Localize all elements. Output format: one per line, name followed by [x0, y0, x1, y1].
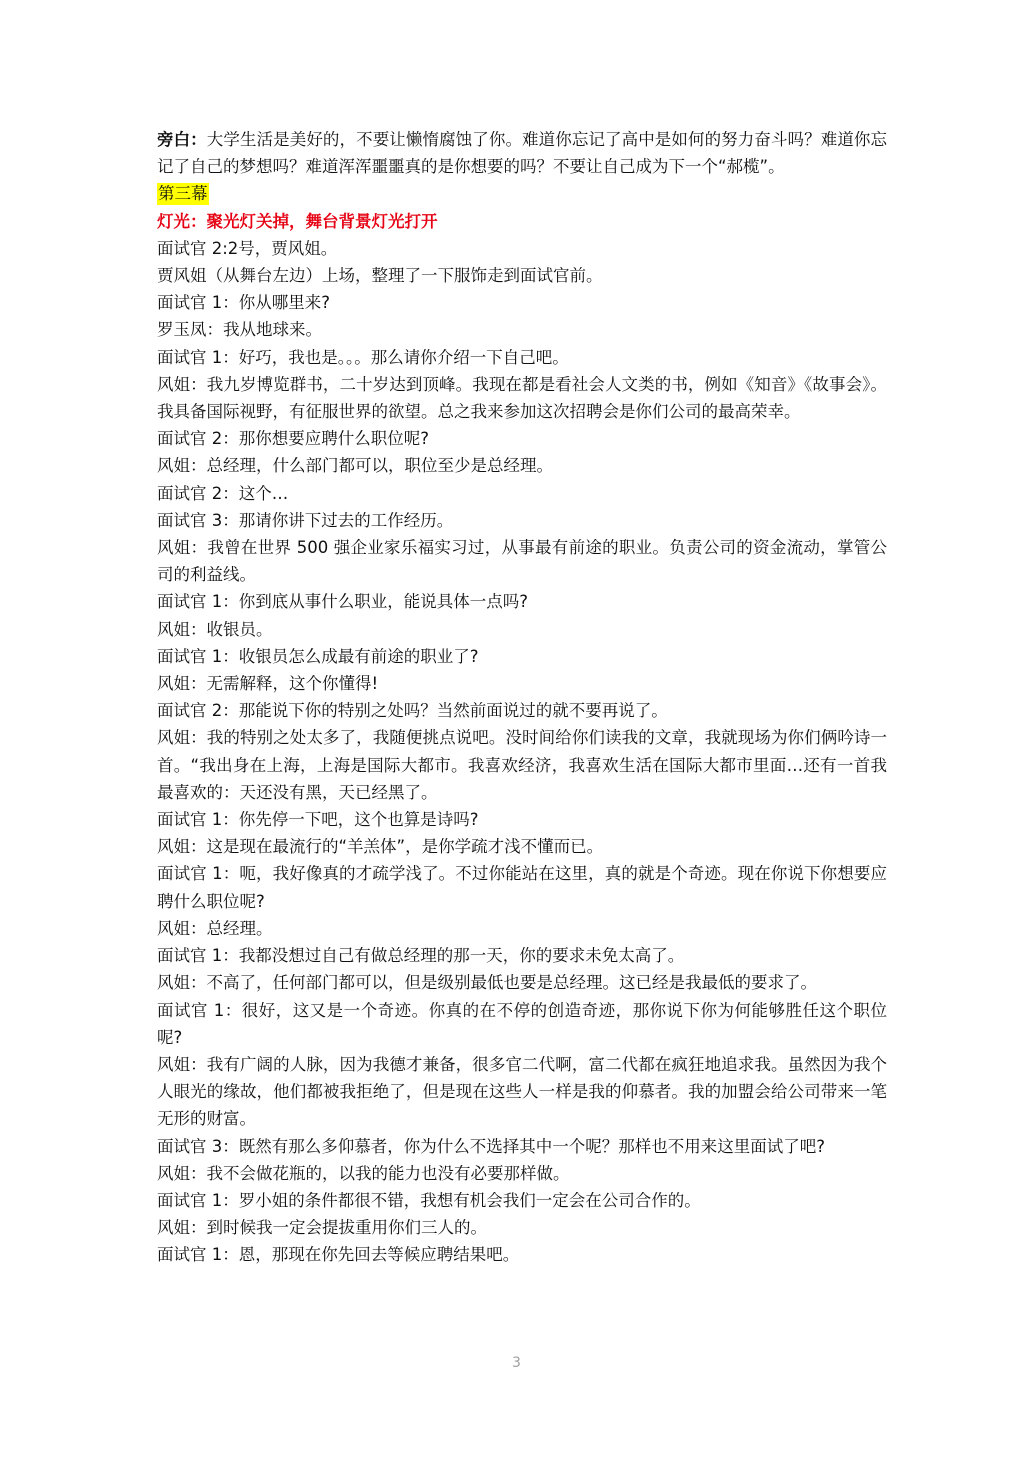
dialogue-line: 面试官 1：你到底从事什么职业，能说具体一点吗? — [157, 592, 529, 612]
narration-paragraph — [157, 126, 887, 180]
dialogue-line: 面试官 3：那请你讲下过去的工作经历。 — [157, 510, 454, 530]
dialogue-line: 面试官 1：好巧，我也是。。。那么请你介绍一下自己吧。 — [157, 347, 569, 367]
dialogue-line: 面试官 2：这个… — [157, 483, 289, 503]
dialogue-line: 贾风姐（从舞台左边）上场，整理了一下服饰走到面试官前。 — [157, 266, 603, 286]
dialogue-line: 面试官 1：呃，我好像真的才疏学浅了。不过你能站在这里，真的就是个奇迹。现在你说下你想要应聘什么职位呢? — [157, 864, 887, 911]
dialogue-line: 风姐：总经理，什么部门都可以，职位至少是总经理。 — [157, 456, 553, 476]
dialogue-line: 风姐：不高了，任何部门都可以，但是级别最低也要是总经理。这已经是我最低的要求了。 — [157, 973, 817, 993]
dialogue-line: 面试官 2：那你想要应聘什么职位呢? — [157, 429, 430, 449]
dialogue-line: 罗玉凤：我从地球来。 — [157, 320, 322, 340]
act-title: 第三幕 — [158, 184, 208, 204]
dialogue-lines — [157, 235, 887, 1269]
dialogue-line: 风姐：收银员。 — [157, 619, 273, 639]
dialogue-line: 面试官 2:2号，贾风姐。 — [157, 238, 338, 258]
dialogue-line: 面试官 2：那能说下你的特别之处吗？当然前面说过的就不要再说了。 — [157, 701, 668, 721]
narration-text: 大学生活是美好的，不要让懒惰腐蚀了你。难道你忘记了高中是如何的努力奋斗吗？难道你忘记了自己的梦想吗？难道浑浑噩噩真的是你想要的吗？不要让自己成为下一个“郝榄”。 — [157, 130, 888, 177]
dialogue-line: 面试官 1：恩，那现在你先回去等候应聘结果吧。 — [157, 1245, 520, 1265]
document-body — [157, 126, 887, 1269]
dialogue-line: 面试官 1：你先停一下吧，这个也算是诗吗? — [157, 810, 479, 830]
page-number: 3 — [512, 1355, 521, 1371]
dialogue-line: 风姐：这是现在最流行的“羊羔体”，是你学疏才浅不懂而已。 — [157, 837, 604, 857]
dialogue-line: 风姐：我曾在世界 500 强企业家乐福实习过，从事最有前途的职业。负责公司的资金流动，掌管公司的利益线。 — [157, 538, 887, 585]
dialogue-line: 风姐：总经理。 — [157, 918, 273, 938]
dialogue-line: 面试官 1：罗小姐的条件都很不错，我想有机会我们一定会在公司合作的。 — [157, 1190, 701, 1210]
stage-direction: 灯光：聚光灯关掉，舞台背景灯光打开 — [157, 211, 438, 231]
dialogue-line: 面试官 1：你从哪里来? — [157, 293, 331, 313]
dialogue-line: 风姐：我不会做花瓶的，以我的能力也没有必要那样做。 — [157, 1163, 570, 1183]
dialogue-line: 风姐：我有广阔的人脉，因为我德才兼备，很多官二代啊，富二代都在疯狂地追求我。虽然因为我个人眼光的缘故，他们都被我拒绝了，但是现在这些人一样是我的仰慕者。我的加盟会给公司带来一笔无形的财富。 — [157, 1054, 887, 1129]
dialogue-line: 面试官 1：我都没想过自己有做总经理的那一天，你的要求未免太高了。 — [157, 946, 685, 966]
act-title-line — [157, 180, 887, 207]
dialogue-line: 面试官 1：收银员怎么成最有前途的职业了? — [157, 646, 479, 666]
dialogue-line: 面试官 3：既然有那么多仰慕者，你为什么不选择其中一个呢？那样也不用来这里面试了吧? — [157, 1136, 826, 1156]
dialogue-line: 风姐：到时候我一定会提拔重用你们三人的。 — [157, 1218, 487, 1238]
dialogue-line: 面试官 1：很好，这又是一个奇迹。你真的在不停的创造奇迹，那你说下你为何能够胜任这个职位呢? — [157, 1000, 887, 1047]
dialogue-line: 风姐：无需解释，这个你懂得! — [157, 674, 379, 694]
dialogue-line: 风姐：我九岁博览群书，二十岁达到顶峰。我现在都是看社会人文类的书，例如《知音》《故事会》。我具备国际视野，有征服世界的欲望。总之我来参加这次招聘会是你们公司的最高荣幸。 — [157, 374, 887, 422]
dialogue-line: 风姐：我的特别之处太多了，我随便挑点说吧。没时间给你们读我的文章，我就现场为你们俩吟诗一首。“我出身在上海，上海是国际大都市。我喜欢经济，我喜欢生活在国际大都市里面…还有一首我最喜欢的：天还没有黑，天已经黑了。 — [157, 728, 887, 802]
narration-speaker: 旁白： — [157, 130, 207, 149]
